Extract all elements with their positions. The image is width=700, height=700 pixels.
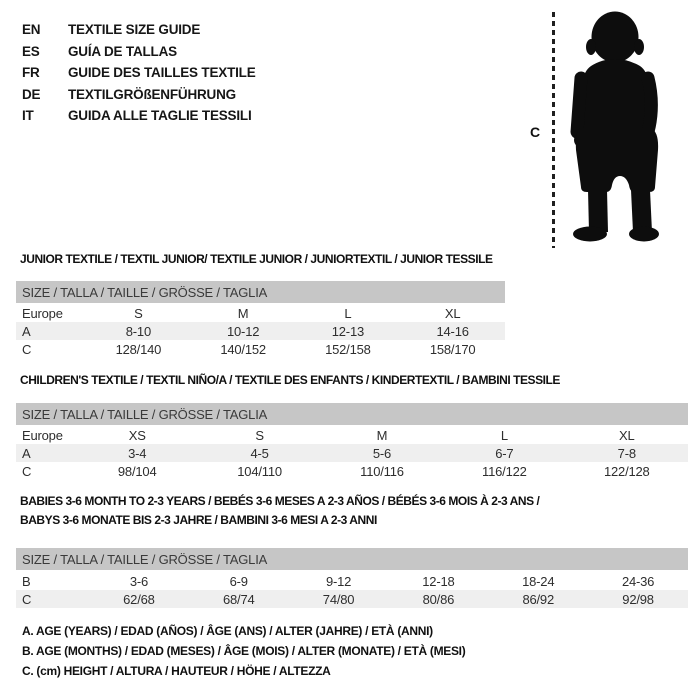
language-code: DE (22, 86, 41, 102)
language-code: ES (22, 43, 40, 59)
size-cell: 86/92 (488, 590, 588, 608)
size-cell: 80/86 (388, 590, 488, 608)
row-label: C (22, 463, 32, 479)
size-cell: XL (619, 428, 635, 443)
size-cell: 68/74 (189, 590, 289, 608)
size-cell: M (237, 306, 249, 321)
size-cell: 6-9 (229, 573, 248, 589)
title-line: CHILDREN'S TEXTILE / TEXTIL NIÑO/A / TEXTILE DES ENFANTS / KINDERTEXTIL / BAMBINI TESSILE (20, 373, 560, 387)
size-cell: 18-24 (522, 573, 555, 589)
size-cell: 152/158 (325, 341, 371, 357)
size-cell: 8-10 (86, 322, 191, 340)
childrens-table-title (20, 371, 560, 390)
language-row (22, 84, 256, 106)
row-label: A (16, 322, 86, 340)
size-cell: L (500, 428, 508, 443)
size-cell: 24-36 (621, 573, 655, 589)
row-label: A (16, 444, 76, 462)
language-row (22, 62, 256, 84)
size-row (16, 427, 688, 444)
size-cell: 158/170 (429, 341, 476, 357)
size-cell: 5-6 (321, 444, 443, 462)
size-cell: 62/68 (89, 590, 189, 608)
row-label: Europe (22, 306, 63, 321)
size-cell: 6-7 (443, 444, 565, 462)
language-row (22, 19, 256, 41)
size-cell: 104/110 (237, 463, 282, 479)
size-cell: 110/116 (360, 463, 404, 479)
title-line: BABIES 3-6 MONTH TO 2-3 YEARS / BEBÉS 3-6 MESES A 2-3 AÑOS / BÉBÉS 3-6 MOIS À 2-3 ANS / (20, 494, 540, 508)
size-cell: 116/122 (482, 463, 527, 479)
height-figure (528, 6, 700, 252)
junior-table-title (20, 250, 493, 269)
size-header-bar: SIZE / TALLA / TAILLE / GRÖSSE / TAGLIA (16, 281, 505, 303)
size-cell: L (344, 306, 352, 321)
junior-size-table (16, 281, 505, 358)
language-label: GUIDE DES TAILLES TEXTILE (68, 65, 256, 80)
language-label: GUIDA ALLE TAGLIE TESSILI (68, 108, 252, 123)
row-label: B (22, 573, 31, 589)
size-cell: 98/104 (117, 463, 157, 479)
language-row (22, 105, 256, 127)
size-cell: 12-18 (422, 573, 455, 589)
size-cell: 122/128 (603, 463, 650, 479)
childrens-size-table (16, 403, 688, 480)
title-line: BABYS 3-6 MONATE BIS 2-3 JAHRE / BAMBINI 3-6 MESI A 2-3 ANNI (20, 512, 377, 527)
language-label: TEXTILGRÖßENFÜHRUNG (68, 86, 236, 102)
size-cell: 7-8 (566, 444, 688, 462)
language-code: IT (22, 108, 34, 123)
row-label: C (22, 341, 32, 357)
footnotes (22, 621, 465, 681)
size-cell: 3-4 (76, 444, 198, 462)
size-row (16, 572, 688, 590)
size-cell: 10-12 (191, 322, 296, 340)
size-row (16, 462, 688, 480)
language-code: FR (22, 65, 40, 80)
size-cell: 128/140 (115, 341, 162, 357)
size-row (16, 322, 505, 340)
size-header-bar: SIZE / TALLA / TAILLE / GRÖSSE / TAGLIA (16, 548, 688, 570)
size-cell: 74/80 (289, 590, 389, 608)
size-cell: 14-16 (400, 322, 505, 340)
language-code: EN (22, 22, 41, 37)
babies-size-table (16, 548, 688, 608)
size-cell: XL (444, 306, 461, 321)
size-row (16, 305, 505, 322)
language-label: GUÍA DE TALLAS (68, 43, 177, 59)
size-cell: S (134, 306, 143, 321)
size-cell: 9-12 (325, 573, 352, 589)
babies-table-title (20, 492, 539, 529)
row-label: C (16, 590, 89, 608)
footnote-b: B. AGE (MONTHS) / EDAD (MESES) / ÂGE (MOIS) / ALTER (MONATE) / ETÀ (MESI) (22, 644, 466, 658)
size-cell: S (255, 428, 264, 443)
size-row (16, 590, 688, 608)
size-cell: 3-6 (129, 573, 149, 589)
size-row (16, 340, 505, 358)
footnote-a: A. AGE (YEARS) / EDAD (AÑOS) / ÂGE (ANS) / ALTER (JAHRE) / ETÀ (ANNI) (22, 624, 433, 638)
size-cell: XS (128, 428, 146, 443)
language-label: TEXTILE SIZE GUIDE (68, 22, 201, 37)
size-cell: 140/152 (220, 341, 266, 357)
size-cell: 92/98 (588, 590, 688, 608)
size-cell: M (376, 428, 388, 443)
language-row (22, 41, 256, 63)
language-list (22, 19, 256, 127)
baby-silhouette-icon (564, 10, 664, 248)
row-label: Europe (22, 428, 63, 443)
dashed-height-line (552, 12, 555, 248)
size-header-bar: SIZE / TALLA / TAILLE / GRÖSSE / TAGLIA (16, 403, 688, 425)
title-line: JUNIOR TEXTILE / TEXTIL JUNIOR/ TEXTILE JUNIOR / JUNIORTEXTIL / JUNIOR TESSILE (20, 252, 493, 266)
footnote-c: C. (cm) HEIGHT / ALTURA / HAUTEUR / HÖHE / ALTEZZA (22, 664, 331, 678)
size-cell: 4-5 (198, 444, 320, 462)
height-measure-label: C (530, 124, 541, 140)
size-row (16, 444, 688, 462)
size-cell: 12-13 (296, 322, 401, 340)
